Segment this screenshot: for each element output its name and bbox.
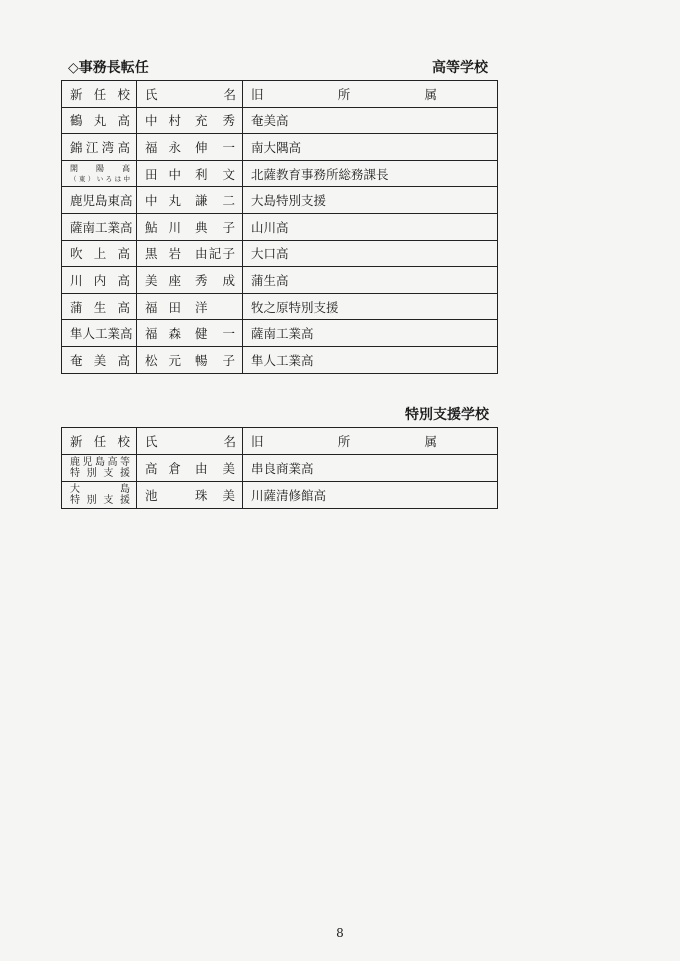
name-cell <box>137 240 243 267</box>
name-cell <box>137 346 243 373</box>
new-school-line1: 開陽高 <box>70 163 130 173</box>
name-cell <box>137 293 243 320</box>
name-cell <box>137 482 243 509</box>
table-row <box>62 107 498 134</box>
name-cell <box>137 107 243 134</box>
new-school-cell: 川内高 <box>62 267 137 294</box>
table-row <box>62 455 498 482</box>
given-name: 利文 <box>195 166 235 182</box>
table-row <box>62 267 498 294</box>
special-school-label: 特別支援学校 <box>405 407 489 423</box>
previous-post-cell: 牧之原特別支援 <box>243 293 498 320</box>
previous-post-cell: 蒲生高 <box>243 267 498 294</box>
previous-post-cell: 大口高 <box>243 240 498 267</box>
name-cell <box>137 320 243 347</box>
new-school-line2: （東）いろは中 <box>70 174 130 183</box>
new-school-cell: 吹上高 <box>62 240 137 267</box>
high-school-transfer-table <box>61 80 498 374</box>
special-school-transfer-table <box>61 427 498 509</box>
given-name: 由記子 <box>195 246 235 262</box>
name-cell <box>137 455 243 482</box>
surname: 鮎川 <box>145 219 181 235</box>
new-school-cell: 薩南工業高 <box>62 213 137 240</box>
header-name: 氏名 <box>137 81 243 108</box>
surname: 美座 <box>145 272 181 288</box>
previous-post-cell: 隼人工業高 <box>243 346 498 373</box>
table-row <box>62 293 498 320</box>
name-cell <box>137 187 243 214</box>
table-row <box>62 134 498 161</box>
name-cell <box>137 134 243 161</box>
surname: 黒岩 <box>145 246 181 262</box>
table-row <box>62 213 498 240</box>
given-name: 洋 <box>195 299 208 315</box>
previous-post-cell: 薩南工業高 <box>243 320 498 347</box>
given-name: 珠美 <box>195 488 235 503</box>
surname: 福田 <box>145 299 181 315</box>
new-school-cell: 鹿児島東高 <box>62 187 137 214</box>
header-previous: 旧所属 <box>243 428 498 455</box>
previous-post-cell: 北薩教育事務所総務課長 <box>243 160 498 187</box>
table-header-row <box>62 428 498 455</box>
header-new-school: 新任校 <box>62 81 137 108</box>
previous-post-cell: 南大隅高 <box>243 134 498 161</box>
table-row <box>62 160 498 187</box>
table-row <box>62 320 498 347</box>
page-number: 8 <box>336 926 344 940</box>
new-school-cell: 鶴丸高 <box>62 107 137 134</box>
new-school-cell: 隼人工業高 <box>62 320 137 347</box>
new-school-cell <box>62 160 137 187</box>
table-row <box>62 240 498 267</box>
surname: 松元 <box>145 352 181 368</box>
table-row <box>62 187 498 214</box>
previous-post-cell: 川薩清修館高 <box>243 482 498 509</box>
given-name: 暢子 <box>195 352 235 368</box>
given-name: 健一 <box>195 326 235 342</box>
new-school-line1: 大島 <box>70 484 130 495</box>
new-school-line2: 特別支援 <box>70 468 130 479</box>
header-new-school: 新任校 <box>62 428 137 455</box>
given-name: 典子 <box>195 219 235 235</box>
table-row <box>62 346 498 373</box>
table-header-row <box>62 81 498 108</box>
high-school-label: 高等学校 <box>432 60 488 76</box>
previous-post-cell: 串良商業高 <box>243 455 498 482</box>
surname: 中村 <box>145 113 181 129</box>
name-cell <box>137 267 243 294</box>
name-cell <box>137 160 243 187</box>
surname: 池 <box>145 488 158 503</box>
surname: 中丸 <box>145 193 181 209</box>
given-name: 謙二 <box>195 193 235 209</box>
table-row <box>62 482 498 509</box>
new-school-line1: 鹿児島高等 <box>70 457 130 468</box>
new-school-cell: 蒲生高 <box>62 293 137 320</box>
surname: 田中 <box>145 166 181 182</box>
given-name: 秀成 <box>195 272 235 288</box>
previous-post-cell: 大島特別支援 <box>243 187 498 214</box>
surname: 福永 <box>145 139 181 155</box>
given-name: 充秀 <box>195 113 235 129</box>
surname: 福森 <box>145 326 181 342</box>
new-school-line2: 特別支援 <box>70 495 130 506</box>
previous-post-cell: 山川高 <box>243 213 498 240</box>
given-name: 由美 <box>195 461 235 476</box>
new-school-cell: 奄美高 <box>62 346 137 373</box>
new-school-cell: 錦江湾高 <box>62 134 137 161</box>
given-name: 伸一 <box>195 139 235 155</box>
name-cell <box>137 213 243 240</box>
previous-post-cell: 奄美高 <box>243 107 498 134</box>
surname: 高倉 <box>145 461 181 476</box>
section-title: ◇事務長転任 <box>68 60 149 76</box>
new-school-cell <box>62 482 137 509</box>
header-previous: 旧所属 <box>243 81 498 108</box>
new-school-cell <box>62 455 137 482</box>
header-name: 氏名 <box>137 428 243 455</box>
